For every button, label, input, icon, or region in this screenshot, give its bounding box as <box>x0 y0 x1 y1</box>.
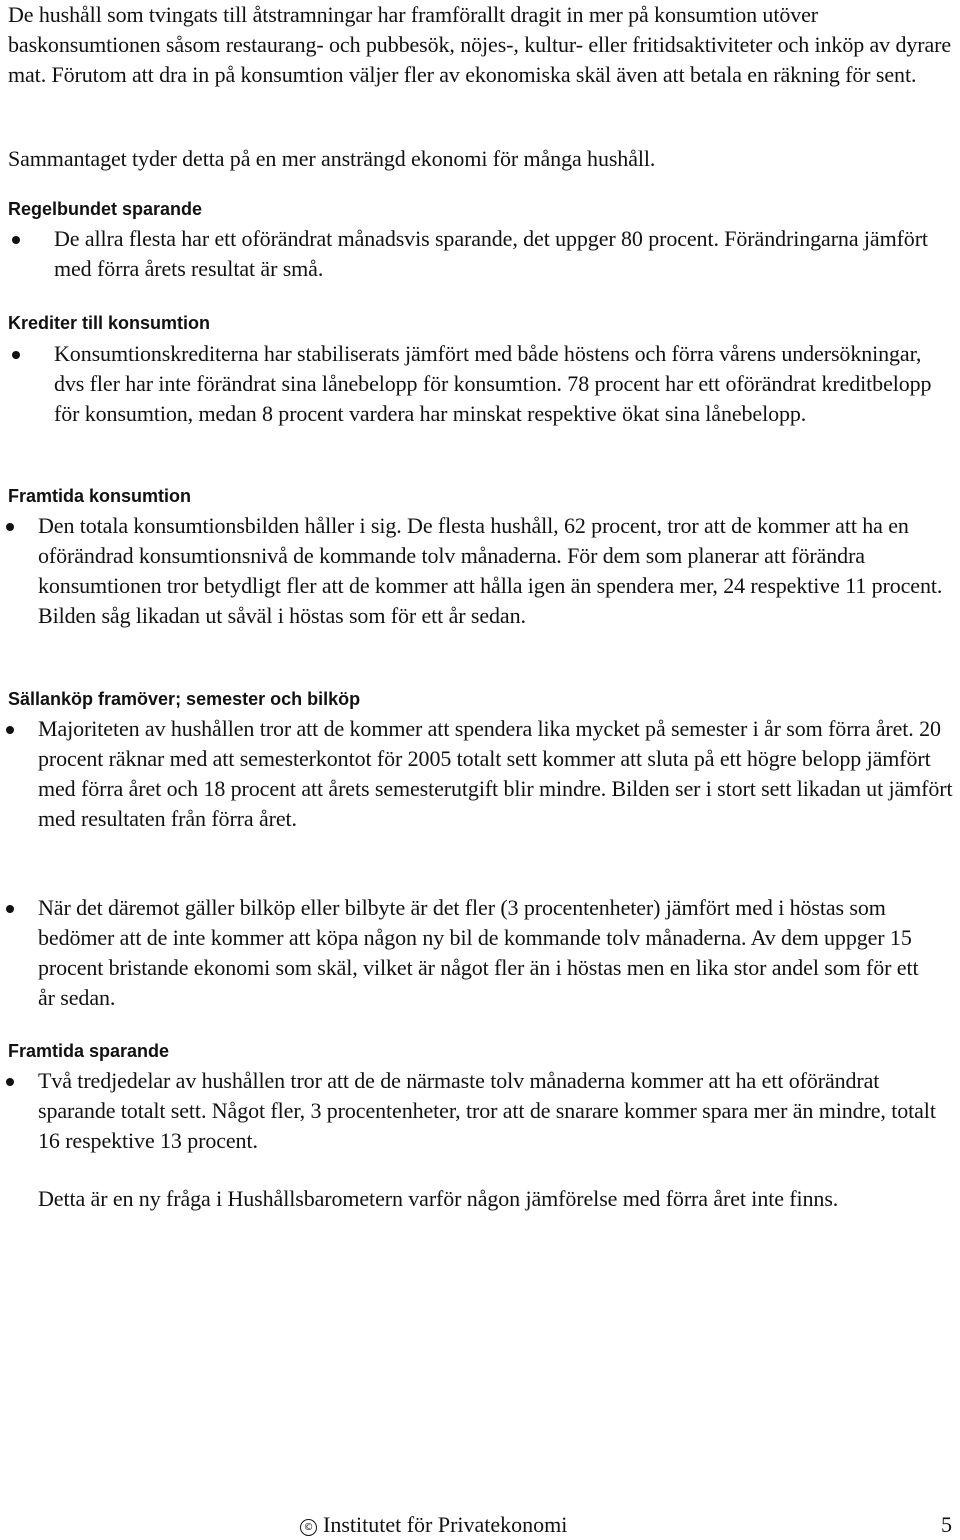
bullet-item <box>38 714 953 834</box>
bullet-text: De allra flesta har ett oförändrat månadsvis sparande, det uppger 80 procent. Förändringarna jämfört med förra årets resultat är små. <box>54 226 928 281</box>
page-number: 5 <box>941 1512 952 1537</box>
bullet-text: Den totala konsumtionsbilden håller i sig. De flesta hushåll, 62 procent, tror att de kommer att ha en oförändrad konsumtionsnivå de kommande tolv månaderna. För dem som planerar att förändra konsumtionen tror betydligt fler att de kommer att hålla igen än spendera mer, 24 respektive 11 procent. Bilden såg likadan ut såväl i höstas som för ett år sedan. <box>38 513 943 628</box>
footer-organization <box>300 1510 567 1540</box>
page-footer <box>0 1510 960 1540</box>
section-heading-durable-purchases: Sällanköp framöver; semester och bilköp <box>8 689 361 709</box>
footer-organization-name: Institutet för Privatekonomi <box>323 1512 568 1537</box>
bullet-icon <box>12 351 20 359</box>
section-heading-consumer-credit: Krediter till konsumtion <box>8 313 211 333</box>
bullet-icon <box>6 523 14 531</box>
note-text: Detta är en ny fråga i Hushållsbarometern varför någon jämförelse med förra året inte finns. <box>38 1186 839 1211</box>
bullet-icon <box>12 236 20 244</box>
bullet-text: Två tredjedelar av hushållen tror att de de närmaste tolv månaderna kommer att ha ett oförändrat sparande totalt sett. Något fler, 3 procentenheter, tror att de snarare kommer spara mer än mindre, totalt 16 respektive 13 procent. <box>38 1068 936 1153</box>
bullet-item <box>54 224 944 284</box>
bullet-text: Konsumtionskrediterna har stabiliserats jämfört med både höstens och förra vårens undersökningar, dvs fler har inte förändrat sina lånebelopp för konsumtion. 78 procent har ett oförändrat kreditbelopp för konsumtion, medan 8 procent vardera har minskat respektive ökat sina lånebelopp. <box>54 341 932 426</box>
bullet-icon <box>6 905 14 913</box>
bullet-item <box>38 893 933 1013</box>
bullet-icon <box>6 726 14 734</box>
bullet-item <box>54 339 954 429</box>
intro-summary: Sammantaget tyder detta på en mer ansträngd ekonomi för många hushåll. <box>8 146 656 171</box>
bullet-item <box>38 1066 953 1156</box>
bullet-text: Majoriteten av hushållen tror att de kommer att spendera lika mycket på semester i år som förra året. 20 procent räknar med att semesterkontot för 2005 totalt sett kommer att sluta på ett högre belopp jämfört med förra året och 18 procent att årets semesterutgift blir mindre. Bilden ser i stort sett likadan ut jämfört med resultaten från förra året. <box>38 716 953 831</box>
bullet-item <box>38 511 948 631</box>
bullet-icon <box>6 1078 14 1086</box>
section-heading-future-saving: Framtida sparande <box>8 1041 170 1061</box>
section-heading-regular-saving: Regelbundet sparande <box>8 199 203 219</box>
copyright-icon: © <box>300 1519 317 1536</box>
bullet-text: När det däremot gäller bilköp eller bilbyte är det fler (3 procentenheter) jämfört med i höstas som bedömer att de inte kommer att köpa någon ny bil de kommande tolv månaderna. Av dem uppger 15 procent bristande ekonomi som skäl, vilket är något fler än i höstas men en lika stor andel som för ett år sedan. <box>38 895 919 1010</box>
intro-paragraph: De hushåll som tvingats till åtstramningar har framförallt dragit in mer på konsumtion utöver baskonsumtionen såsom restaurang- och pubbesök, nöjes-, kultur- eller fritidsaktiviteter och inköp av dyrare mat. Förutom att dra in på konsumtion väljer fler av ekonomiska skäl även att betala en räkning för sent. <box>8 2 952 87</box>
section-heading-future-consumption: Framtida konsumtion <box>8 486 192 506</box>
section-note <box>38 1184 918 1214</box>
